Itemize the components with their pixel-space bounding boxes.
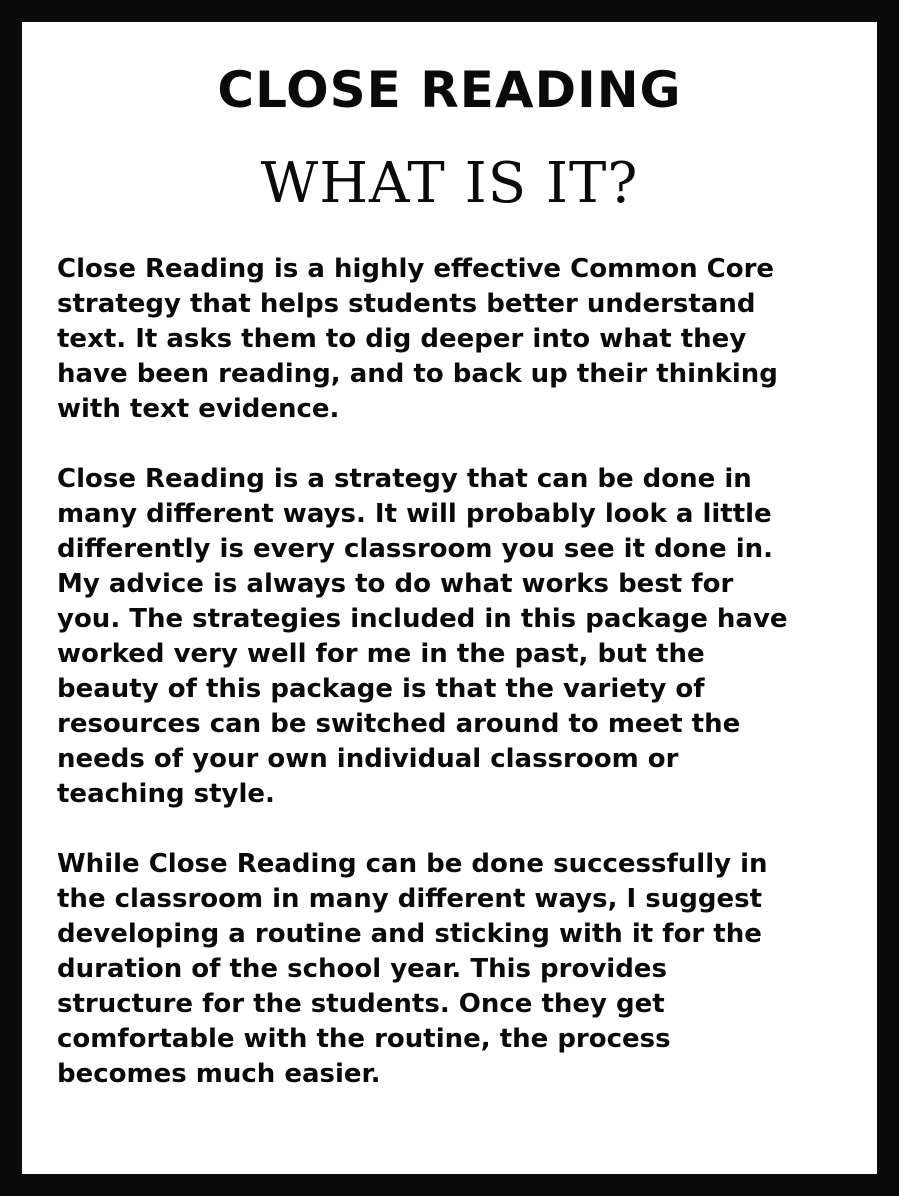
text-line: text. It asks them to dig deeper into what they: [57, 324, 747, 354]
paragraph-1: [57, 252, 857, 427]
text-line: teaching style.: [57, 779, 275, 809]
text-line: worked very well for me in the past, but the: [57, 639, 705, 669]
text-line: structure for the students. Once they get: [57, 989, 665, 1019]
text-line: the classroom in many different ways, I suggest: [57, 884, 763, 914]
text-line: Close Reading is a highly effective Common Core: [57, 254, 775, 284]
text-line: becomes much easier.: [57, 1059, 381, 1089]
text-line: you. The strategies included in this package have: [57, 604, 788, 634]
paragraph-2: [57, 462, 857, 812]
text-line: While Close Reading can be done successfully in: [57, 849, 768, 879]
text-line: needs of your own individual classroom or: [57, 744, 679, 774]
page-subtitle: WHAT IS IT?: [260, 151, 639, 216]
text-line: many different ways. It will probably look a little: [57, 499, 772, 529]
text-line: with text evidence.: [57, 394, 340, 424]
text-line: comfortable with the routine, the process: [57, 1024, 671, 1054]
text-line: developing a routine and sticking with it for the: [57, 919, 762, 949]
page-title: CLOSE READING: [217, 61, 682, 119]
text-line: resources can be switched around to meet the: [57, 709, 741, 739]
text-line: differently is every classroom you see it done in.: [57, 534, 774, 564]
text-line: have been reading, and to back up their thinking: [57, 359, 778, 389]
text-line: Close Reading is a strategy that can be done in: [57, 464, 752, 494]
text-line: beauty of this package is that the variety of: [57, 674, 705, 704]
text-line: My advice is always to do what works best for: [57, 569, 734, 599]
paragraph-3: [57, 847, 857, 1092]
body-text: [57, 252, 857, 1127]
text-line: strategy that helps students better understand: [57, 289, 756, 319]
text-line: duration of the school year. This provides: [57, 954, 667, 984]
